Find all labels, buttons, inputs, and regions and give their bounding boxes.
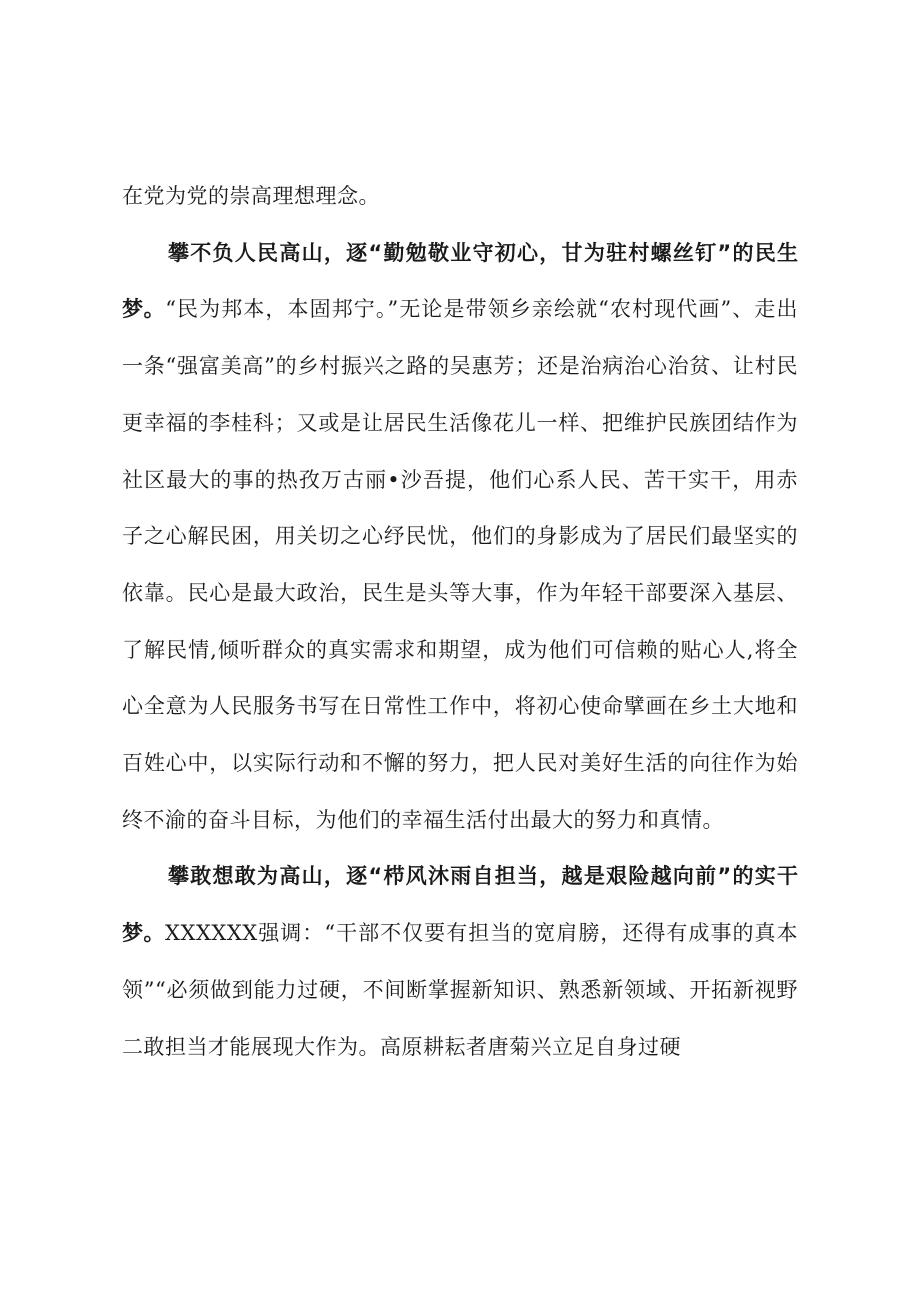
paragraph-body-text: XXXXXX强调：“干部不仅要有担当的宽肩膀，还得有成事的真本领”“必须做到能力过硬，不间断掌握新知识、熟悉新领域、开拓新视野二敢担当才能展现大作为。高原耕耘者唐菊兴立足自身过硬: [122, 921, 799, 1059]
paragraph-people-dream: [122, 225, 798, 849]
paragraph-body-text: 在党为党的崇高理想理念。: [122, 184, 380, 208]
paragraph-lead-heading: 攀不负人民高山，逐“勤勉敬业守初心，甘为驻村螺丝钉”的民生梦。: [122, 240, 798, 322]
paragraph-lead-heading: 攀敢想敢为高山，逐“栉风沐雨自担当，越是艰险越向前”的实干梦。: [122, 864, 798, 946]
paragraph-body-text: “民为邦本，本固邦宁。”无论是带领乡亲绘就“农村现代画”、走出一条“强富美高”的乡村振兴之路的吴惠芳；还是治病治心治贫、让村民更幸福的李桂科；又或是让居民生活像花儿一样、把维护民族团结作为社区最大的事的热孜万古丽•沙吾提，他们心系人民、苦干实干，用赤子之心解民困，用关切之心纾民忧，他们的身影成为了居民们最坚实的依靠。民心是最大政治，民生是头等大事，作为年轻干部要深入基层、了解民情,倾听群众的真实需求和期望，成为他们可信赖的贴心人,将全心全意为人民服务书写在日常性工作中，将初心使命擘画在乡土大地和百姓心中，以实际行动和不懈的努力，把人民对美好生活的向往作为始终不渝的奋斗目标，为他们的幸福生活付出最大的努力和真情。: [122, 297, 799, 832]
document-body: [122, 168, 798, 1075]
paragraph-action-dream: [122, 848, 798, 1075]
paragraph-continuation: [122, 168, 798, 225]
